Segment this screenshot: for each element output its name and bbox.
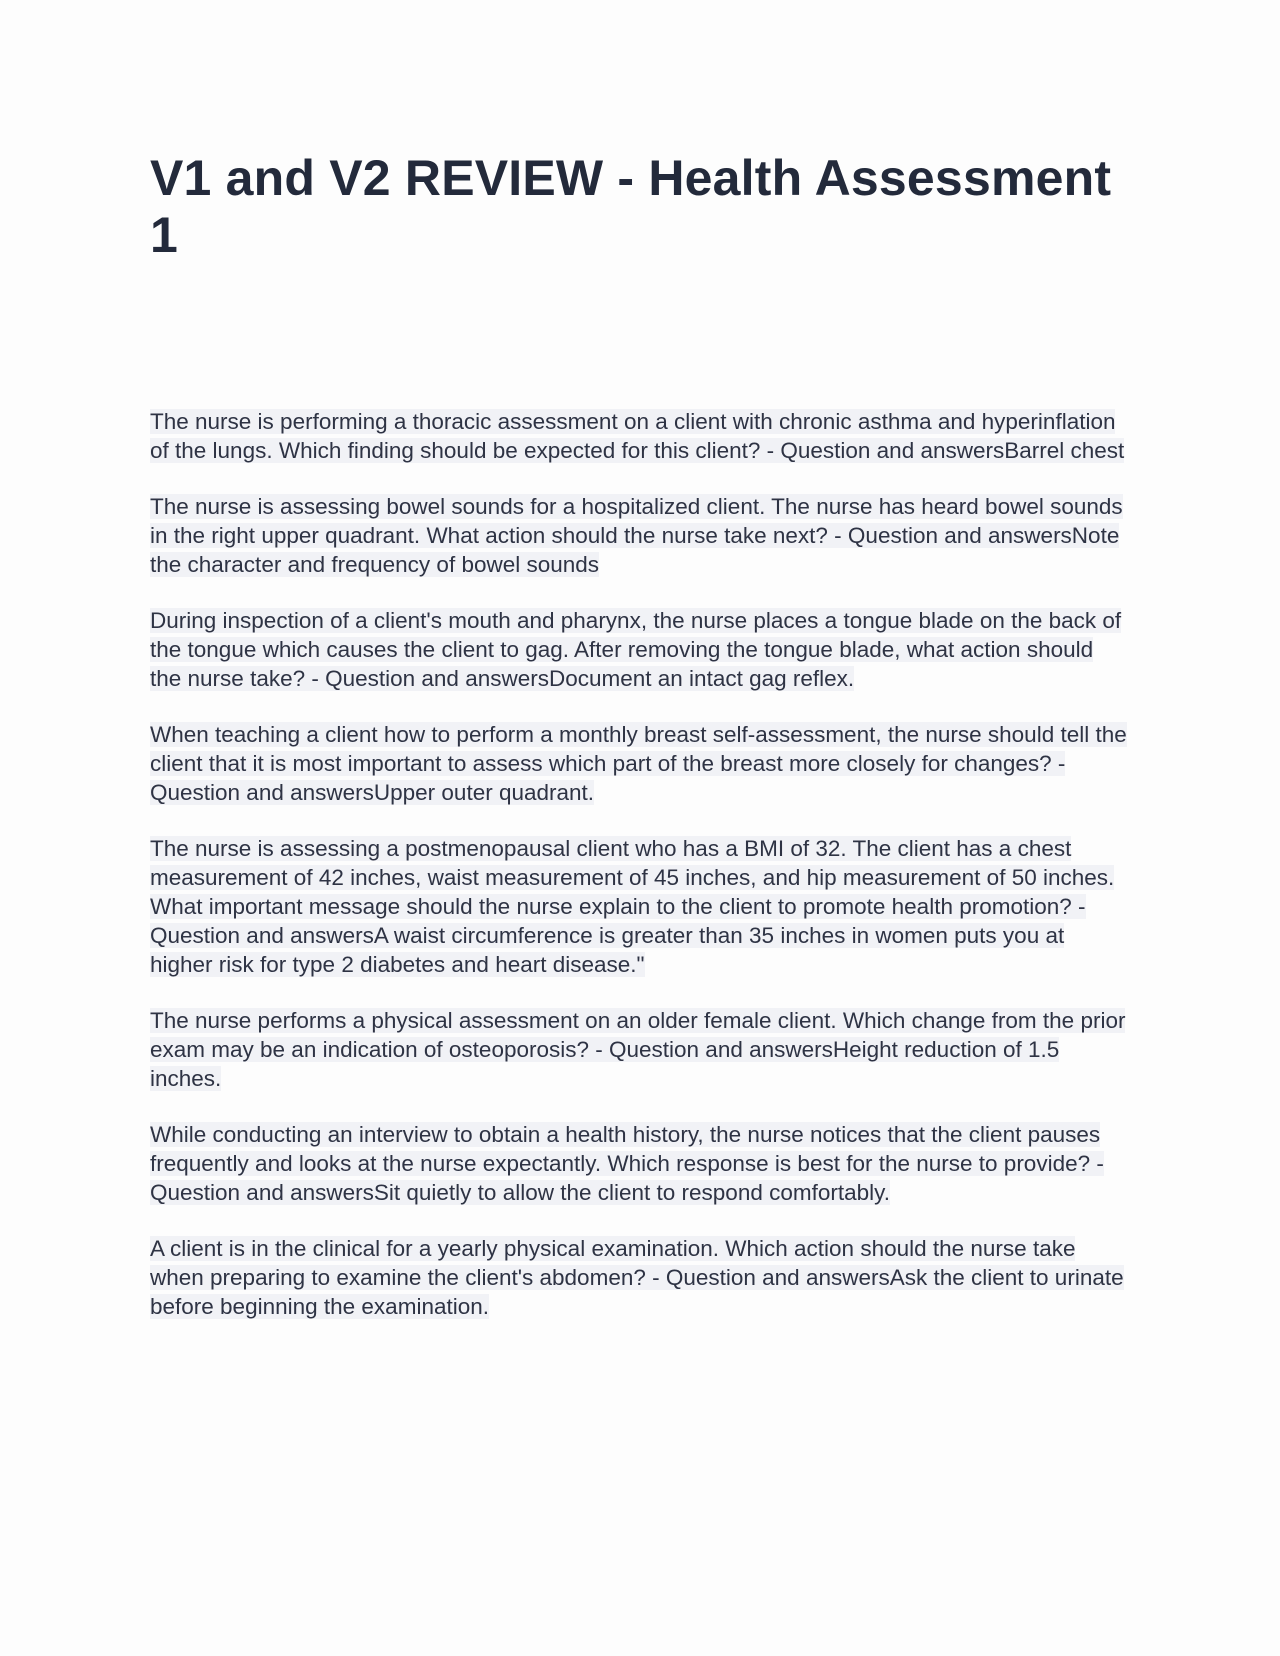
question-answer-item [150,720,1130,807]
question-answer-item [150,1234,1130,1321]
question-answer-text: A client is in the clinical for a yearly physical examination. Which action should the nurse take when preparing to examine the client's abdomen? - Question and answersAsk the client to urinate before beginning the examination. [150,1236,1124,1319]
question-answer-text: While conducting an interview to obtain a health history, the nurse notices that the client pauses frequently and looks at the nurse expectantly. Which response is best for the nurse to provide? - Question and answersSit quietly to allow the client to respond comfortably. [150,1122,1104,1205]
question-answer-text: When teaching a client how to perform a monthly breast self-assessment, the nurse should tell the client that it is most important to assess which part of the breast more closely for changes? - Question and answersUpper outer quadrant. [150,722,1127,805]
question-answer-item [150,834,1130,979]
question-answer-text: The nurse is assessing bowel sounds for a hospitalized client. The nurse has heard bowel sounds in the right upper quadrant. What action should the nurse take next? - Question and answersNote the character and frequency of bowel sounds [150,494,1123,577]
document-title: V1 and V2 REVIEW - Health Assessment 1 [150,150,1112,263]
question-answer-item [150,1006,1130,1093]
question-answer-text: During inspection of a client's mouth and pharynx, the nurse places a tongue blade on the back of the tongue which causes the client to gag. After removing the tongue blade, what action should the nurse take? - Question and answersDocument an intact gag reflex. [150,608,1122,691]
question-answer-item [150,606,1130,693]
question-answer-item [150,407,1130,465]
question-answer-text: The nurse performs a physical assessment on an older female client. Which change from the prior exam may be an indication of osteoporosis? - Question and answersHeight reduction of 1.5 inches. [150,1008,1126,1091]
question-answer-list [150,407,1130,1348]
question-answer-item [150,492,1130,579]
question-answer-item [150,1120,1130,1207]
question-answer-text: The nurse is performing a thoracic assessment on a client with chronic asthma and hyperinflation of the lungs. Which finding should be expected for this client? - Question and answersBarrel chest [150,409,1125,463]
question-answer-text: The nurse is assessing a postmenopausal client who has a BMI of 32. The client has a chest measurement of 42 inches, waist measurement of 45 inches, and hip measurement of 50 inches. What important message should the nurse explain to the client to promote health promotion? - Question and answersA waist circumference is greater than 35 inches in women puts you at higher risk for type 2 diabetes and heart disease." [150,836,1115,977]
